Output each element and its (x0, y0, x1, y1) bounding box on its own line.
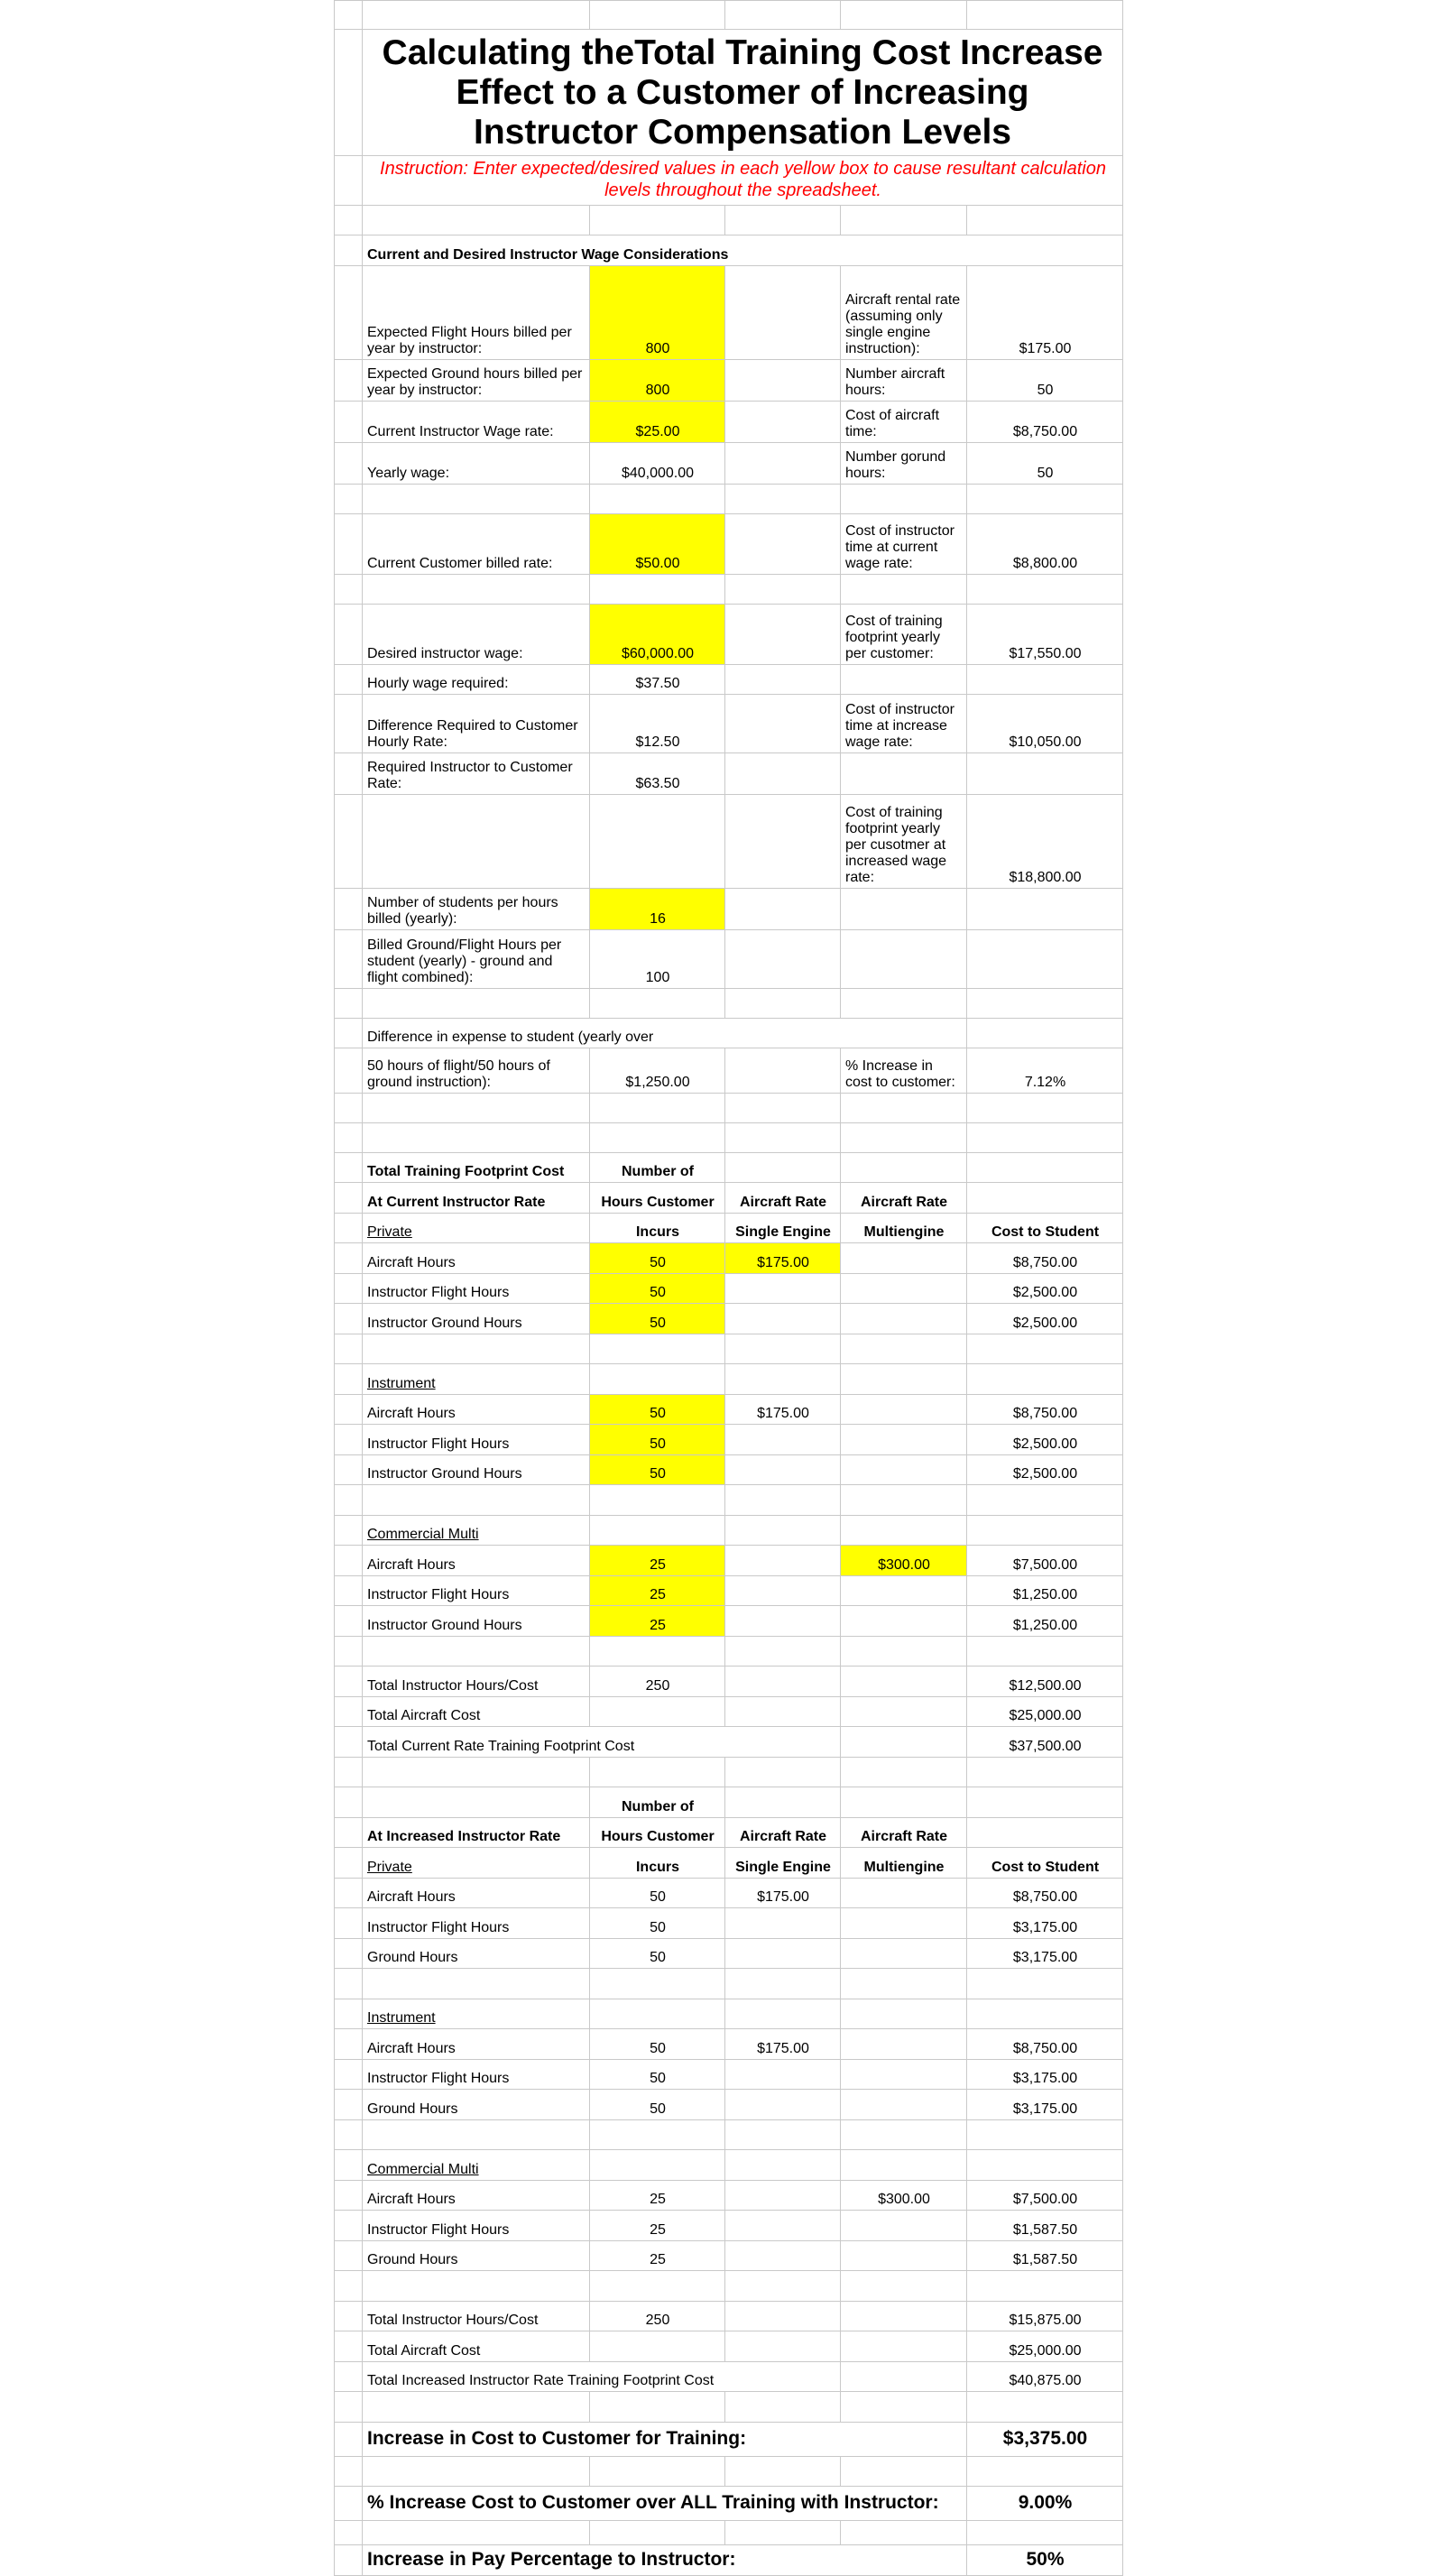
row-section (334, 1516, 1123, 1546)
total-instructor-cost[interactable]: $12,500.00 (967, 1667, 1123, 1697)
desired-wage-input[interactable]: $60,000.00 (590, 605, 725, 665)
col-se-header-1[interactable]: Aircraft Rate (725, 1183, 841, 1214)
hours-value[interactable]: 50 (590, 1879, 725, 1908)
row-blank (334, 989, 1123, 1019)
required-rate-value[interactable]: $63.50 (590, 753, 725, 795)
desired-wage-label[interactable]: Desired instructor wage: (363, 605, 590, 665)
total-footprint-label[interactable]: Total Current Rate Training Footprint Cost (363, 1727, 841, 1758)
col-se-header-1[interactable]: Aircraft Rate (725, 1818, 841, 1848)
sheet-title[interactable]: Calculating theTotal Training Cost Increase Effect to a Customer of Increasing Instructor Compensation Levels (363, 30, 1123, 156)
private-section-label[interactable]: Private (363, 1214, 590, 1243)
se-rate[interactable] (725, 2241, 841, 2271)
col-hours-header-1[interactable]: Number of (590, 1153, 725, 1183)
yearly-wage-value[interactable]: $40,000.00 (590, 443, 725, 485)
me-rate[interactable] (841, 1274, 967, 1304)
row-current-header-1 (334, 1153, 1123, 1183)
flight-hours-label[interactable]: Expected Flight Hours billed per year by instructor: (363, 266, 590, 360)
col-me-header-2[interactable]: Multiengine (841, 1848, 967, 1879)
me-rate[interactable]: $300.00 (841, 2181, 967, 2211)
col-hours-header-3[interactable]: Incurs (590, 1848, 725, 1879)
increase-cost-label[interactable]: Increase in Cost to Customer for Training: (363, 2423, 967, 2457)
cost-value[interactable]: $3,175.00 (967, 2090, 1123, 2120)
cost-value[interactable]: $8,750.00 (967, 2029, 1123, 2060)
cost-value[interactable]: $1,250.00 (967, 1606, 1123, 1637)
row-wage-heading (334, 235, 1123, 266)
private-section-label[interactable]: Private (363, 1848, 590, 1879)
row-blank (334, 206, 1123, 235)
table-row (334, 2211, 1123, 2241)
col-cost-header[interactable]: Cost to Student (967, 1214, 1123, 1243)
aircraft-rental-label[interactable]: Aircraft rental rate (assuming only single engine instruction): (841, 266, 967, 360)
row-instruction (334, 156, 1123, 206)
row-blank (334, 2392, 1123, 2423)
row-label[interactable]: Instructor Flight Hours (363, 1908, 590, 1939)
row-total-footprint (334, 2362, 1123, 2392)
instrument-section-label[interactable]: Instrument (363, 1999, 590, 2029)
se-rate[interactable]: $175.00 (725, 1879, 841, 1908)
col-me-header-1[interactable]: Aircraft Rate (841, 1818, 967, 1848)
cost-value[interactable]: $1,250.00 (967, 1576, 1123, 1606)
num-ground-hours-value[interactable]: 50 (967, 443, 1123, 485)
table-row (334, 1939, 1123, 1969)
total-instructor-cost[interactable]: $15,875.00 (967, 2302, 1123, 2331)
row-total-instructor (334, 2302, 1123, 2331)
ground-hours-input[interactable]: 800 (590, 360, 725, 402)
row-blank (334, 2457, 1123, 2487)
row-blank (334, 1485, 1123, 1516)
me-rate[interactable] (841, 2241, 967, 2271)
commercial-section-label[interactable]: Commercial Multi (363, 2150, 590, 2181)
se-rate[interactable] (725, 1606, 841, 1637)
se-rate[interactable] (725, 2181, 841, 2211)
row-flight-hours (334, 266, 1123, 360)
se-rate[interactable] (725, 1425, 841, 1455)
hourly-wage-label[interactable]: Hourly wage required: (363, 665, 590, 695)
ground-hours-label[interactable]: Expected Ground hours billed per year by instructor: (363, 360, 590, 402)
total-footprint-cost[interactable]: $40,875.00 (967, 2362, 1123, 2392)
se-rate[interactable] (725, 2211, 841, 2241)
total-aircraft-cost[interactable]: $25,000.00 (967, 1697, 1123, 1727)
hours-value[interactable]: 25 (590, 2211, 725, 2241)
hours-input[interactable]: 25 (590, 1546, 725, 1576)
cost-value[interactable]: $1,587.50 (967, 2241, 1123, 2271)
pct-increase-all-label[interactable]: % Increase Cost to Customer over ALL Training with Instructor: (363, 2487, 967, 2521)
required-rate-label[interactable]: Required Instructor to Customer Rate: (363, 753, 590, 795)
cost-value[interactable]: $7,500.00 (967, 2181, 1123, 2211)
row-students (334, 889, 1123, 930)
customer-rate-input[interactable]: $50.00 (590, 514, 725, 575)
me-rate[interactable] (841, 1425, 967, 1455)
col-hours-header-2[interactable]: Hours Customer (590, 1818, 725, 1848)
table-row (334, 1243, 1123, 1274)
table-row (334, 1879, 1123, 1908)
me-rate[interactable] (841, 1939, 967, 1969)
row-blank (334, 485, 1123, 514)
se-rate[interactable] (725, 1455, 841, 1485)
customer-rate-label[interactable]: Current Customer billed rate: (363, 514, 590, 575)
se-rate[interactable] (725, 2090, 841, 2120)
row-label[interactable]: Instructor Flight Hours (363, 2060, 590, 2090)
cost-instructor-current-value[interactable]: $8,800.00 (967, 514, 1123, 575)
table-row (334, 2060, 1123, 2090)
row-increased-header-3 (334, 1848, 1123, 1879)
current-wage-input[interactable]: $25.00 (590, 402, 725, 443)
cost-instructor-increase-label[interactable]: Cost of instructor time at increase wage rate: (841, 695, 967, 753)
me-rate[interactable] (841, 1304, 967, 1334)
flight-hours-input[interactable]: 800 (590, 266, 725, 360)
hours-value[interactable]: 25 (590, 2181, 725, 2211)
se-rate[interactable] (725, 1576, 841, 1606)
col-me-header-2[interactable]: Multiengine (841, 1214, 967, 1243)
me-rate[interactable] (841, 1243, 967, 1274)
row-blank (334, 1637, 1123, 1667)
hours-input[interactable]: 50 (590, 1243, 725, 1274)
row-increased-header-2 (334, 1818, 1123, 1848)
se-rate[interactable] (725, 1546, 841, 1576)
table-row (334, 1274, 1123, 1304)
row-customer-rate (334, 514, 1123, 575)
current-table-subheading[interactable]: At Current Instructor Rate (363, 1183, 590, 1214)
se-rate[interactable] (725, 1274, 841, 1304)
row-total-aircraft (334, 1697, 1123, 1727)
table-row (334, 2241, 1123, 2271)
row-expense-diff-1 (334, 1019, 1123, 1048)
instrument-section-label[interactable]: Instrument (363, 1364, 590, 1395)
row-blank (334, 1123, 1123, 1153)
row-current-header-2 (334, 1183, 1123, 1214)
footprint-increased-label[interactable]: Cost of training footprint yearly per cusotmer at increased wage rate: (841, 795, 967, 889)
se-rate[interactable] (725, 2060, 841, 2090)
row-blank (334, 2120, 1123, 2150)
row-section (334, 2150, 1123, 2181)
me-rate[interactable] (841, 1908, 967, 1939)
table-row (334, 1304, 1123, 1334)
row-label[interactable]: Ground Hours (363, 2090, 590, 2120)
cost-aircraft-time-value[interactable]: $8,750.00 (967, 402, 1123, 443)
billed-hours-value[interactable]: 100 (590, 930, 725, 989)
col-hours-header-1[interactable]: Number of (590, 1787, 725, 1818)
total-aircraft-label[interactable]: Total Aircraft Cost (363, 1697, 590, 1727)
col-se-header-2[interactable]: Single Engine (725, 1214, 841, 1243)
table-row (334, 1546, 1123, 1576)
row-total-instructor (334, 1667, 1123, 1697)
col-hours-header-3[interactable]: Incurs (590, 1214, 725, 1243)
row-label[interactable]: Aircraft Hours (363, 1546, 590, 1576)
instruction-text[interactable]: Instruction: Enter expected/desired values in each yellow box to cause resultant calculation levels throughout the spreadsheet. (363, 156, 1123, 206)
row-label[interactable]: Instructor Ground Hours (363, 1304, 590, 1334)
se-rate-input[interactable]: $175.00 (725, 1243, 841, 1274)
pct-increase-value[interactable]: 7.12% (967, 1048, 1123, 1094)
table-row (334, 2090, 1123, 2120)
table-row (334, 1576, 1123, 1606)
me-rate-input[interactable]: $300.00 (841, 1546, 967, 1576)
row-section (334, 1999, 1123, 2029)
me-rate[interactable] (841, 2211, 967, 2241)
table-row (334, 1908, 1123, 1939)
cost-instructor-current-label[interactable]: Cost of instructor time at current wage rate: (841, 514, 967, 575)
se-rate[interactable]: $175.00 (725, 1395, 841, 1425)
difference-required-label[interactable]: Difference Required to Customer Hourly Rate: (363, 695, 590, 753)
num-ground-hours-label[interactable]: Number gorund hours: (841, 443, 967, 485)
footprint-increased-value[interactable]: $18,800.00 (967, 795, 1123, 889)
pct-increase-all-value[interactable]: 9.00% (967, 2487, 1123, 2521)
students-input[interactable]: 16 (590, 889, 725, 930)
table-row (334, 1455, 1123, 1485)
cost-value[interactable]: $2,500.00 (967, 1304, 1123, 1334)
row-blank (334, 1969, 1123, 1999)
row-pay-pct (334, 2545, 1123, 2576)
me-rate[interactable] (841, 2029, 967, 2060)
cost-value[interactable]: $8,750.00 (967, 1879, 1123, 1908)
cost-value[interactable]: $8,750.00 (967, 1395, 1123, 1425)
footprint-yearly-value[interactable]: $17,550.00 (967, 605, 1123, 665)
hours-value[interactable]: 50 (590, 2029, 725, 2060)
cost-value[interactable]: $2,500.00 (967, 1455, 1123, 1485)
cost-value[interactable]: $1,587.50 (967, 2211, 1123, 2241)
cost-value[interactable]: $3,175.00 (967, 1908, 1123, 1939)
row-blank (334, 2271, 1123, 2302)
row-hourly-wage (334, 665, 1123, 695)
row-difference-required (334, 695, 1123, 753)
row-blank (334, 2521, 1123, 2545)
row-blank (334, 1334, 1123, 1364)
total-instructor-label[interactable]: Total Instructor Hours/Cost (363, 1667, 590, 1697)
row-expense-diff-2 (334, 1048, 1123, 1094)
hours-input[interactable]: 50 (590, 1304, 725, 1334)
hourly-wage-value[interactable]: $37.50 (590, 665, 725, 695)
yearly-wage-label[interactable]: Yearly wage: (363, 443, 590, 485)
cost-aircraft-time-label[interactable]: Cost of aircraft time: (841, 402, 967, 443)
total-instructor-hours[interactable]: 250 (590, 2302, 725, 2331)
row-label[interactable]: Ground Hours (363, 2241, 590, 2271)
row-total-aircraft (334, 2331, 1123, 2362)
difference-required-value[interactable]: $12.50 (590, 695, 725, 753)
cost-value[interactable]: $7,500.00 (967, 1546, 1123, 1576)
row-label[interactable]: Aircraft Hours (363, 2029, 590, 2060)
row-label[interactable]: Instructor Ground Hours (363, 1455, 590, 1485)
row-label[interactable]: Aircraft Hours (363, 2181, 590, 2211)
row-ground-hours (334, 360, 1123, 402)
cost-instructor-increase-value[interactable]: $10,050.00 (967, 695, 1123, 753)
me-rate[interactable] (841, 1576, 967, 1606)
current-table-heading[interactable]: Total Training Footprint Cost (363, 1153, 590, 1183)
wage-section-heading[interactable]: Current and Desired Instructor Wage Considerations (363, 235, 967, 266)
row-section (334, 1364, 1123, 1395)
row-desired-wage (334, 605, 1123, 665)
row-increased-header-1 (334, 1787, 1123, 1818)
col-hours-header-2[interactable]: Hours Customer (590, 1183, 725, 1214)
hours-input[interactable]: 25 (590, 1606, 725, 1637)
col-cost-header[interactable]: Cost to Student (967, 1848, 1123, 1879)
expense-diff-heading[interactable]: Difference in expense to student (yearly over (363, 1019, 841, 1048)
total-aircraft-label[interactable]: Total Aircraft Cost (363, 2331, 590, 2362)
expense-diff-value[interactable]: $1,250.00 (590, 1048, 725, 1094)
cost-value[interactable]: $3,175.00 (967, 1939, 1123, 1969)
me-rate[interactable] (841, 1395, 967, 1425)
hours-value[interactable]: 50 (590, 2060, 725, 2090)
row-label[interactable]: Instructor Flight Hours (363, 1274, 590, 1304)
cost-value[interactable]: $2,500.00 (967, 1425, 1123, 1455)
row-current-wage (334, 402, 1123, 443)
row-billed-hours (334, 930, 1123, 989)
row-yearly-wage (334, 443, 1123, 485)
row-label[interactable]: Aircraft Hours (363, 1395, 590, 1425)
table-row (334, 1606, 1123, 1637)
total-footprint-cost[interactable]: $37,500.00 (967, 1727, 1123, 1758)
row-label[interactable]: Instructor Flight Hours (363, 1425, 590, 1455)
billed-hours-label[interactable]: Billed Ground/Flight Hours per student (yearly) - ground and flight combined): (363, 930, 590, 989)
row-total-footprint (334, 1727, 1123, 1758)
row-blank (334, 1758, 1123, 1787)
hours-value[interactable]: 25 (590, 2241, 725, 2271)
table-row (334, 2181, 1123, 2211)
footprint-yearly-label[interactable]: Cost of training footprint yearly per customer: (841, 605, 967, 665)
hours-input[interactable]: 50 (590, 1425, 725, 1455)
increased-table-subheading[interactable]: At Increased Instructor Rate (363, 1818, 590, 1848)
row-label[interactable]: Instructor Flight Hours (363, 1576, 590, 1606)
me-rate[interactable] (841, 2060, 967, 2090)
hours-value[interactable]: 50 (590, 2090, 725, 2120)
row-footprint-increased (334, 795, 1123, 889)
cost-value[interactable]: $8,750.00 (967, 1243, 1123, 1274)
col-me-header-1[interactable]: Aircraft Rate (841, 1183, 967, 1214)
row-blank (334, 1094, 1123, 1123)
num-aircraft-hours-label[interactable]: Number aircraft hours: (841, 360, 967, 402)
total-instructor-hours[interactable]: 250 (590, 1667, 725, 1697)
table-row (334, 2029, 1123, 2060)
col-se-header-2[interactable]: Single Engine (725, 1848, 841, 1879)
pct-increase-label[interactable]: % Increase in cost to customer: (841, 1048, 967, 1094)
row-blank (334, 0, 1123, 30)
aircraft-rental-value[interactable]: $175.00 (967, 266, 1123, 360)
me-rate[interactable] (841, 1606, 967, 1637)
row-pct-increase-all (334, 2487, 1123, 2521)
hours-value[interactable]: 50 (590, 1908, 725, 1939)
hours-input[interactable]: 50 (590, 1274, 725, 1304)
total-instructor-label[interactable]: Total Instructor Hours/Cost (363, 2302, 590, 2331)
row-label[interactable]: Instructor Flight Hours (363, 2211, 590, 2241)
students-label[interactable]: Number of students per hours billed (yearly): (363, 889, 590, 930)
row-title (334, 30, 1123, 156)
total-aircraft-cost[interactable]: $25,000.00 (967, 2331, 1123, 2362)
cost-value[interactable]: $3,175.00 (967, 2060, 1123, 2090)
hours-input[interactable]: 50 (590, 1455, 725, 1485)
expense-diff-label[interactable]: 50 hours of flight/50 hours of ground instruction): (363, 1048, 590, 1094)
total-footprint-label[interactable]: Total Increased Instructor Rate Training Footprint Cost (363, 2362, 841, 2392)
row-current-header-3 (334, 1214, 1123, 1243)
se-rate[interactable]: $175.00 (725, 2029, 841, 2060)
me-rate[interactable] (841, 1455, 967, 1485)
row-label[interactable]: Aircraft Hours (363, 1879, 590, 1908)
row-label[interactable]: Ground Hours (363, 1939, 590, 1969)
cost-value[interactable]: $2,500.00 (967, 1274, 1123, 1304)
current-wage-label[interactable]: Current Instructor Wage rate: (363, 402, 590, 443)
hours-input[interactable]: 25 (590, 1576, 725, 1606)
table-row (334, 1395, 1123, 1425)
table-row (334, 1425, 1123, 1455)
hours-input[interactable]: 50 (590, 1395, 725, 1425)
hours-value[interactable]: 50 (590, 1939, 725, 1969)
row-label[interactable]: Aircraft Hours (363, 1243, 590, 1274)
pay-pct-value[interactable]: 50% (967, 2545, 1123, 2576)
increase-cost-value[interactable]: $3,375.00 (967, 2423, 1123, 2457)
me-rate[interactable] (841, 2090, 967, 2120)
me-rate[interactable] (841, 1879, 967, 1908)
se-rate[interactable] (725, 1908, 841, 1939)
num-aircraft-hours-value[interactable]: 50 (967, 360, 1123, 402)
pay-pct-label[interactable]: Increase in Pay Percentage to Instructor: (363, 2545, 967, 2576)
row-blank (334, 575, 1123, 605)
se-rate[interactable] (725, 1939, 841, 1969)
row-label[interactable]: Instructor Ground Hours (363, 1606, 590, 1637)
commercial-section-label[interactable]: Commercial Multi (363, 1516, 590, 1546)
row-increase-cost (334, 2423, 1123, 2457)
row-required-rate (334, 753, 1123, 795)
se-rate[interactable] (725, 1304, 841, 1334)
